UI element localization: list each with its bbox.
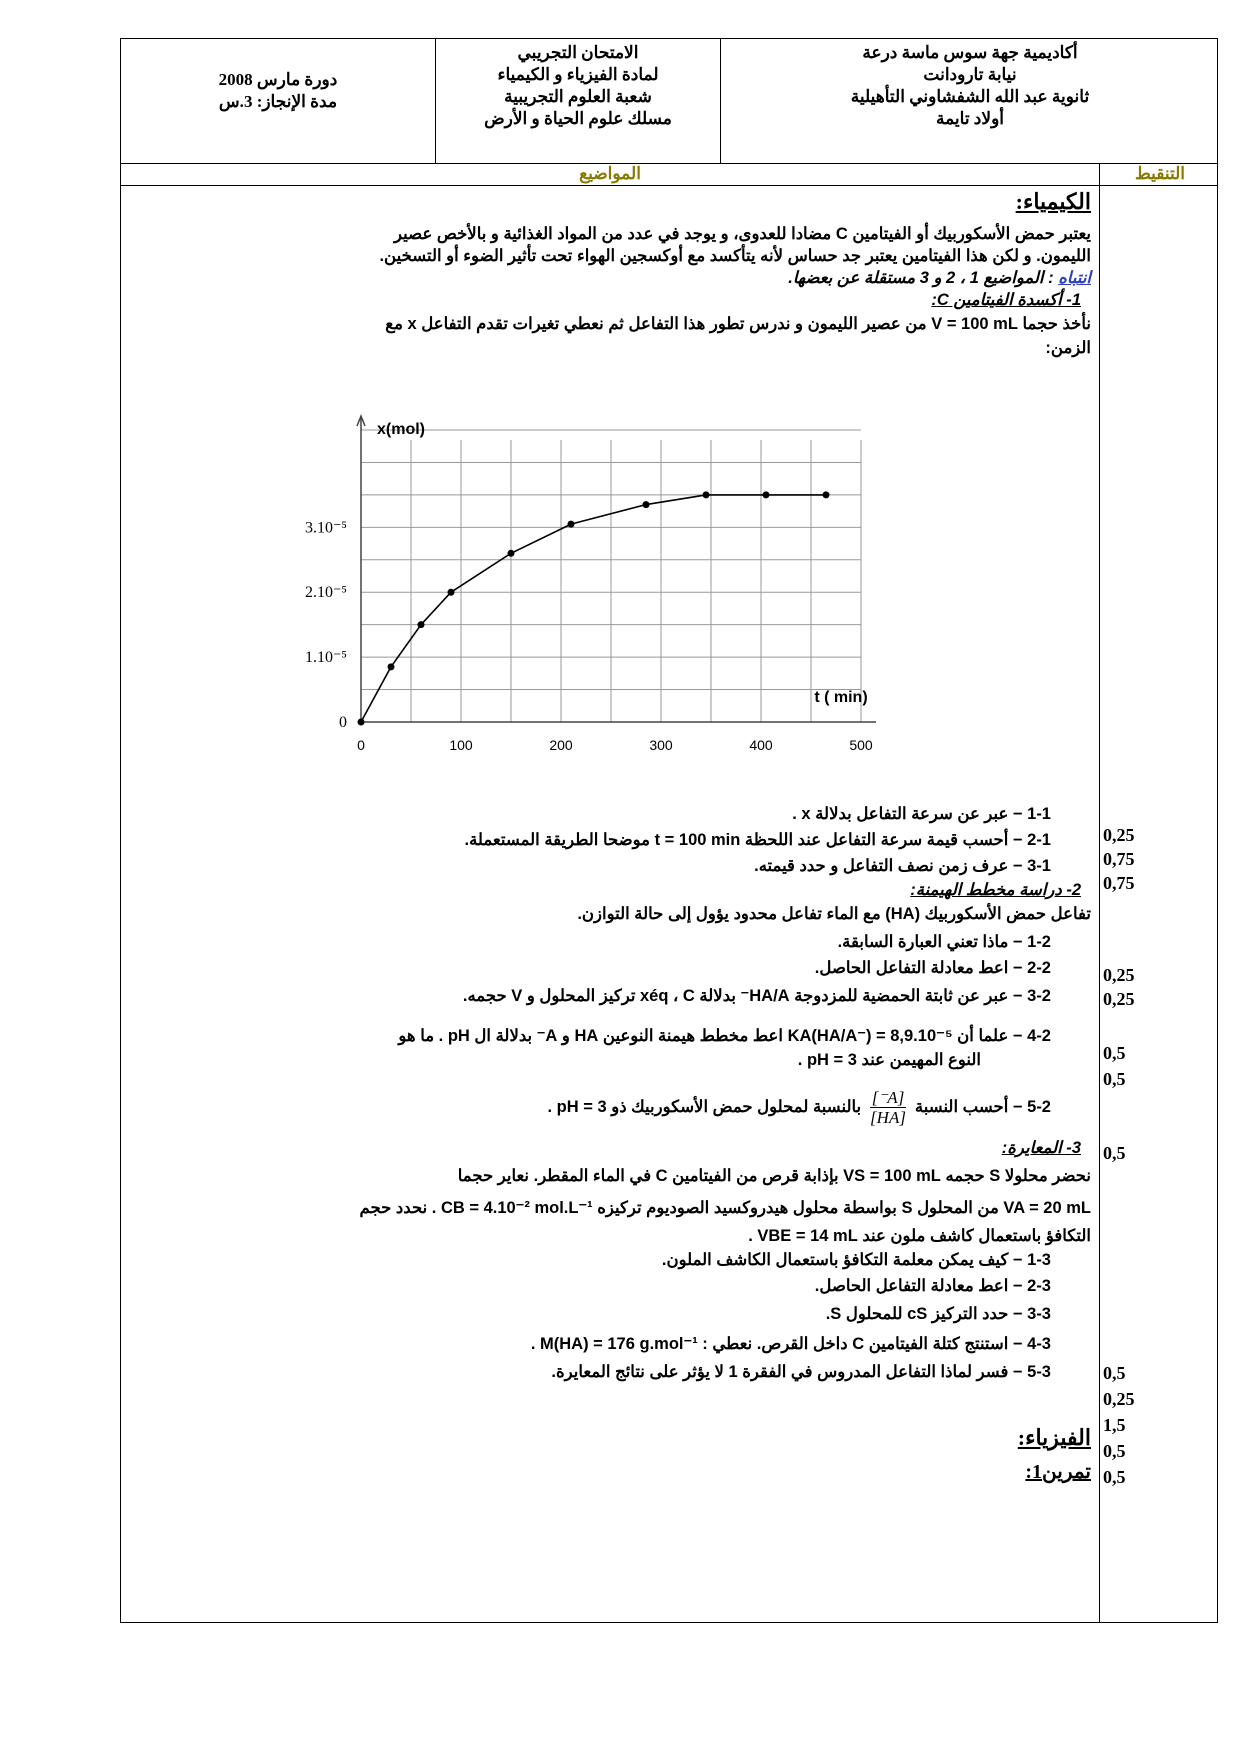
data-point <box>823 491 830 498</box>
question-3-2: 3-2 − عبر عن ثابتة الحمضية للمزدوجة HA/A⁻ بدلالة xéq ، C تركيز المحلول و V حجمه. <box>462 987 1051 1005</box>
mark: 0,5 <box>1103 1043 1126 1063</box>
part3-text: نحضر محلولا S حجمه VS = 100 mL بإذابة قرص من الفيتامين C في الماء المقطر. نعاير حجما <box>457 1167 1091 1185</box>
part1-title: 1- أكسدة الفيتامين C: <box>931 291 1081 309</box>
part3-text: VA = 20 mL من المحلول S بواسطة محلول هيدروكسيد الصوديوم تركيزه CB = 4.10⁻² mol.L⁻¹ . نحدد حجم <box>359 1199 1091 1217</box>
x-vs-t-curve <box>361 495 826 722</box>
part1-text: نأخذ حجما V = 100 mL من عصير الليمون و ندرس تطور هذا التفاعل ثم نعطي تغيرات تقدم التفاعل x مع <box>385 315 1091 333</box>
data-point <box>358 719 365 726</box>
exam-page <box>120 38 1218 1623</box>
ratio-fraction <box>870 1088 907 1127</box>
data-point <box>703 491 710 498</box>
y-tick-label: 0 <box>339 714 347 731</box>
note <box>788 267 1091 289</box>
ratio-denominator: [HA] <box>870 1108 906 1128</box>
data-point <box>508 550 515 557</box>
mark: 0,25 <box>1103 1389 1135 1409</box>
question-4-2: 4-2 − علما أن KA(HA/A⁻) = 8,9.10⁻⁵ اعط مخطط هيمنة النوعين HA و A⁻ بدلالة ال pH . ما هو <box>398 1027 1051 1045</box>
part1-text: الزمن: <box>1045 339 1091 357</box>
note-text: : المواضيع 1 ، 2 و 3 مستقلة عن بعضها. <box>788 269 1059 287</box>
mark: 0,5 <box>1103 1143 1126 1163</box>
question-1-2: 1-2 − ماذا تعني العبارة السابقة. <box>837 933 1051 951</box>
header-right-line: ثانوية عبد الله الشفشاوني التأهيلية <box>850 87 1090 106</box>
header-exam <box>436 39 721 163</box>
header-left-line: مدة الإنجاز: 3.س <box>218 92 338 111</box>
data-point <box>388 663 395 670</box>
x-tick-label: 100 <box>449 737 473 753</box>
question-5-3: 5-3 − فسر لماذا التفاعل المدروس في الفقرة 1 لا يؤثر على نتائج المعايرة. <box>551 1363 1051 1381</box>
question-1-3: 1-3 − كيف يمكن معلمة التكافؤ باستعمال الكاشف الملون. <box>661 1251 1051 1269</box>
y-tick-label: 3.10⁻⁵ <box>304 519 347 537</box>
physics-title: الفيزياء: <box>1017 1425 1091 1450</box>
part2-text: تفاعل حمض الأسكوربيك (HA) مع الماء تفاعل محدود يؤول إلى حالة التوازن. <box>577 905 1091 923</box>
column-header-row <box>121 163 1217 186</box>
header-right-line: أكاديمية جهة سوس ماسة درعة <box>862 43 1078 62</box>
header-right-line: نيابة تارودانت <box>923 65 1017 84</box>
mark: 0,25 <box>1103 825 1135 845</box>
mark: 0,5 <box>1103 1069 1126 1089</box>
header-mid-line: لمادة الفيزياء و الكيمياء <box>497 65 659 84</box>
y-tick-label: 2.10⁻⁵ <box>304 584 347 602</box>
mark: 1,5 <box>1103 1415 1126 1435</box>
header-right-line: أولاد تايمة <box>935 109 1005 128</box>
question-2-1: 2-1 − أحسب قيمة سرعة التفاعل عند اللحظة t = 100 min موضحا الطريقة المستعملة. <box>464 831 1051 849</box>
intro-line: يعتبر حمض الأسكوربيك أو الفيتامين C مضادا للعدوى، و يوجد في عدد من المواد الغذائية و بالأخص عصير <box>394 225 1091 243</box>
question-3-3: 3-3 − حدد التركيز cS للمحلول S. <box>825 1305 1051 1323</box>
exercise-title: تمرين1: <box>1025 1461 1091 1483</box>
question-5-2 <box>548 1087 1052 1127</box>
x-axis-label: t ( min) <box>814 689 868 706</box>
header-left-line: دورة مارس 2008 <box>218 70 338 89</box>
mark: 0,5 <box>1103 1467 1126 1487</box>
header-mid-line: الامتحان التجريبي <box>517 43 639 62</box>
header-mid-line: شعبة العلوم التجريبية <box>504 87 652 106</box>
header-mid-line: مسلك علوم الحياة و الأرض <box>484 109 672 128</box>
question-3-1: 3-1 − عرف زمن نصف التفاعل و حدد قيمته. <box>754 857 1051 875</box>
question-2-2: 2-2 − اعط معادلة التفاعل الحاصل. <box>814 959 1051 977</box>
topics-heading: المواضيع <box>579 164 641 183</box>
column-divider <box>1099 163 1100 1622</box>
x-tick-label: 500 <box>849 737 873 753</box>
mark: 0,25 <box>1103 965 1135 985</box>
mark: 0,75 <box>1103 873 1135 893</box>
data-point <box>568 521 575 528</box>
mark: 0,25 <box>1103 989 1135 1009</box>
y-tick-label: 1.10⁻⁵ <box>304 649 347 667</box>
mark: 0,5 <box>1103 1441 1126 1461</box>
part3-text: التكافؤ باستعمال كاشف ملون عند VBE = 14 mL . <box>748 1227 1091 1245</box>
y-axis-label: x(mol) <box>377 421 425 438</box>
intro-line: الليمون. و لكن هذا الفيتامين يعتبر جد حساس لأنه يتأكسد مع أوكسجين الهواء تحت تأثير الضوء أو التسخين. <box>379 247 1091 265</box>
part2-title: 2- دراسة مخطط الهيمنة: <box>910 881 1081 899</box>
x-tick-label: 400 <box>749 737 773 753</box>
question-4-3: 4-3 − استنتج كتلة الفيتامين C داخل القرص. نعطي : M(HA) = 176 g.mol⁻¹ . <box>530 1335 1051 1353</box>
mark: 0,75 <box>1103 849 1135 869</box>
header-session <box>121 39 436 163</box>
advancement-chart <box>243 410 903 765</box>
note-label: انتباه <box>1058 269 1091 287</box>
header-school <box>721 39 1219 163</box>
data-point <box>643 501 650 508</box>
part3-title: 3- المعايرة: <box>1001 1139 1081 1157</box>
header <box>121 39 1217 164</box>
grading-heading: التنقيط <box>1134 164 1186 183</box>
data-point <box>763 491 770 498</box>
chemistry-title: الكيمياء: <box>1015 189 1091 214</box>
q5-pre: 5-2 − أحسب النسبة <box>914 1098 1051 1116</box>
mark: 0,5 <box>1103 1363 1126 1383</box>
q5-post: بالنسبة لمحلول حمض الأسكوربيك ذو pH = 3 . <box>547 1098 862 1116</box>
data-point <box>418 621 425 628</box>
question-1-1: 1-1 − عبر عن سرعة التفاعل بدلالة x . <box>792 805 1051 823</box>
data-point <box>448 589 455 596</box>
ratio-numerator: [A⁻] <box>871 1088 905 1108</box>
x-tick-label: 200 <box>549 737 573 753</box>
x-tick-label: 0 <box>357 737 365 753</box>
question-4-2-cont: النوع المهيمن عند pH = 3 . <box>797 1051 981 1069</box>
x-tick-label: 300 <box>649 737 673 753</box>
question-2-3: 2-3 − اعط معادلة التفاعل الحاصل. <box>814 1277 1051 1295</box>
